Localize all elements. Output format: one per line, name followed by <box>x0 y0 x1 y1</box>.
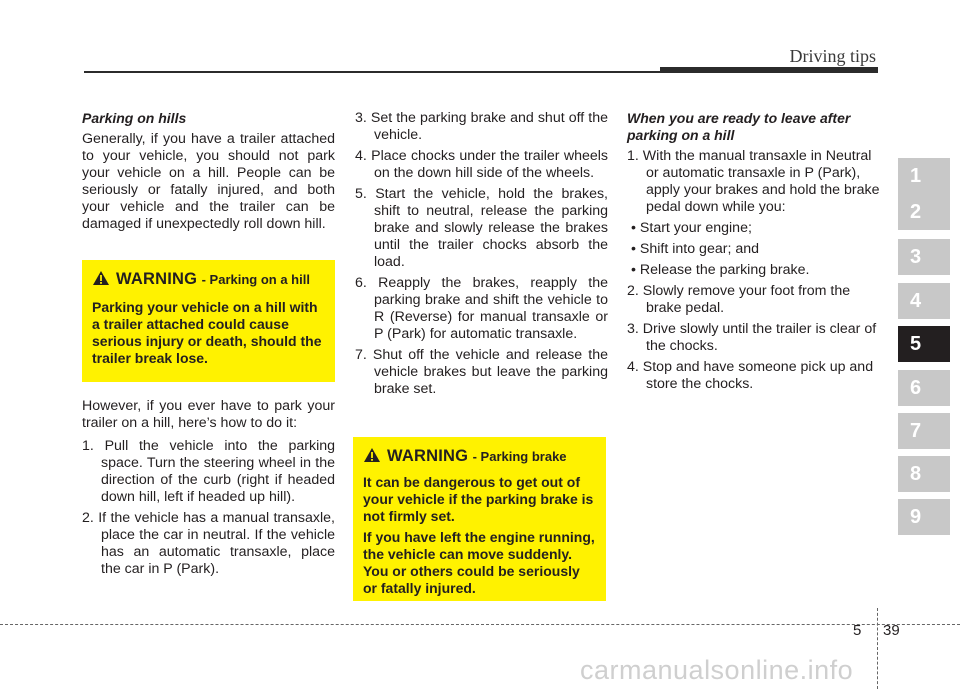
section-heading: When you are ready to leave after parking on a hill <box>627 110 851 143</box>
column-2 <box>355 110 608 402</box>
page-number: 39 <box>883 622 900 639</box>
after-paragraph: However, if you ever have to park your trailer on a hill, here’s how to do it: <box>82 398 335 431</box>
header-rule <box>84 71 660 73</box>
step-3: 3. Set the parking brake and shut off the vehicle. <box>355 110 608 143</box>
watermark: carmanualsonline.info <box>580 655 854 685</box>
warning-header <box>92 270 325 289</box>
step-1: 1. Pull the vehicle into the parking space. Turn the steering wheel in the direction of the curb (right if headed down hill, left if headed up hill). <box>82 438 335 505</box>
warning-subtitle: - Parking brake <box>472 449 567 464</box>
column-1 <box>82 110 335 233</box>
warning-subtitle: - Parking on a hill <box>201 272 310 287</box>
step-6: 6. Reapply the brakes, reapply the parking brake and shift the vehicle to R (Reverse) for manual transaxle or P (Park) for automatic transaxle. <box>355 275 608 342</box>
chapter-tab-6[interactable]: 6 <box>898 370 950 406</box>
warning-box-hill <box>82 260 335 382</box>
warning-body: Parking your vehicle on a hill with a trailer attached could cause serious injury or death, should the trailer break lose. <box>92 299 322 366</box>
leave-step-4: 4. Stop and have someone pick up and store the chocks. <box>627 359 874 392</box>
leave-step-1: 1. With the manual transaxle in Neutral or automatic transaxle in P (Park), apply your brakes and hold the brake pedal down while you: <box>627 148 880 215</box>
bullet-item: • Shift into gear; and <box>631 241 760 257</box>
chapter-tab-5[interactable]: 5 <box>898 326 950 362</box>
bullet-item: • Start your engine; <box>631 220 752 236</box>
chapter-number: 5 <box>853 622 862 639</box>
warning-box-parking-brake <box>353 437 606 601</box>
chapter-tab-2[interactable]: 2 <box>898 194 950 230</box>
intro-paragraph: Generally, if you have a trailer attached to your vehicle, you should not park your vehicle on a hill. People can be seriously or fatally injured, and both your vehicle and the trailer can be damaged if unexpectedly roll down hill. <box>82 131 335 232</box>
footer-rule <box>0 624 960 625</box>
header-title: Driving tips <box>789 46 876 66</box>
chapter-tab-4[interactable]: 4 <box>898 283 950 319</box>
warning-body-2: If you have left the engine running, the vehicle can move suddenly. You or others could be seriously or fatally injured. <box>363 529 595 596</box>
chapter-tab-8[interactable]: 8 <box>898 456 950 492</box>
step-7: 7. Shut off the vehicle and release the vehicle brakes but leave the parking brake set. <box>355 347 608 397</box>
chapter-tab-1[interactable]: 1 <box>898 158 950 194</box>
chapter-tab-9[interactable]: 9 <box>898 499 950 535</box>
warning-word: WARNING <box>116 270 198 288</box>
footer-divider <box>877 608 878 689</box>
warning-triangle-icon <box>92 270 110 286</box>
warning-word: WARNING <box>387 447 469 465</box>
column-3 <box>627 110 880 397</box>
leave-step-2: 2. Slowly remove your foot from the brake pedal. <box>627 283 851 316</box>
step-4: 4. Place chocks under the trailer wheels on the down hill side of the wheels. <box>355 148 608 181</box>
column-1-lower <box>82 398 335 582</box>
chapter-tab-7[interactable]: 7 <box>898 413 950 449</box>
chapter-tab-3[interactable]: 3 <box>898 239 950 275</box>
step-2: 2. If the vehicle has a manual transaxle, place the car in neutral. If the vehicle has an automatic transaxle, place the car in P (Park). <box>82 510 335 577</box>
leave-step-3: 3. Drive slowly until the trailer is clear of the chocks. <box>627 321 877 354</box>
step-5: 5. Start the vehicle, hold the brakes, shift to neutral, release the parking brake and slowly release the brakes until the trailer chocks absorb the load. <box>355 186 608 270</box>
section-heading: Parking on hills <box>82 110 187 126</box>
warning-triangle-icon <box>363 447 381 463</box>
header-bar <box>660 67 878 73</box>
warning-header <box>363 447 596 466</box>
warning-body-1: It can be dangerous to get out of your vehicle if the parking brake is not firmly set. <box>363 474 594 524</box>
bullet-item: • Release the parking brake. <box>631 262 810 278</box>
